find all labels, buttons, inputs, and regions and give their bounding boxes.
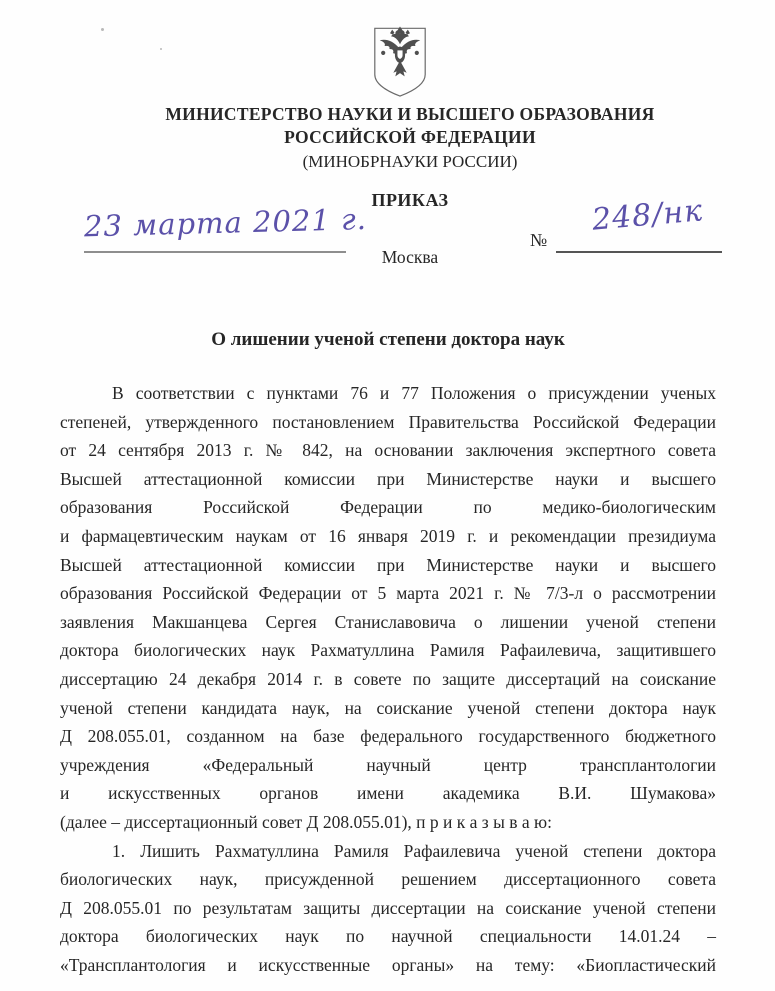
body-line: Д 208.055.01, созданном на базе федерального государственного бюджетного [60,726,716,747]
body-line: учреждения «Федеральный научный центр трансплантологии [60,754,716,775]
scan-speck [160,48,162,50]
ministry-name [100,103,720,173]
body-line: Высшей аттестационной комиссии при Министерстве науки и высшего [60,554,716,575]
ministry-name-line1: МИНИСТЕРСТВО НАУКИ И ВЫСШЕГО ОБРАЗОВАНИЯ [165,104,655,124]
body-line: от 24 сентября 2013 г. № 842, на основании заключения экспертного совета [60,440,716,461]
body-line: доктора биологических наук по научной специальности 14.01.24 – [60,926,716,947]
body-line: Д 208.055.01 по результатам защиты диссертации на соискание ученой степени [60,897,716,918]
body-line: и фармацевтическим наукам от 16 января 2019 г. и рекомендации президиума [60,525,716,546]
body-line: и искусственных органов имени академика В.И. Шумакова» [60,783,716,804]
handwritten-order-number: 248/нк [590,193,705,238]
scan-speck [101,28,104,31]
body-line: ученой степени кандидата наук, на соискание ученой степени доктора наук [60,697,716,718]
body-text [60,379,716,979]
body-line: степеней, утвержденного постановлением Правительства Российской Федерации [60,411,716,432]
body-line: В соответствии с пунктами 76 и 77 Положения о присуждении ученых [112,383,716,403]
handwritten-date: 23 марта 2021 г. [83,202,368,244]
document-type-label: ПРИКАЗ [371,190,449,210]
body-line: Высшей аттестационной комиссии при Министерстве науки и высшего [60,468,716,489]
number-sign-label: № [530,230,548,250]
body-line: образования Российской Федерации по медико-биологическим [60,497,716,518]
ministry-short-name: (МИНОБРНАУКИ РОССИИ) [302,152,518,171]
body-line: доктора биологических наук Рахматуллина Рамиля Рафаилевича, защитившего [60,640,716,661]
body-line: диссертацию 24 декабря 2014 г. в совете по защите диссертаций на соискание [60,668,716,689]
document-title: О лишении ученой степени доктора наук [211,329,565,350]
body-line: 1. Лишить Рахматуллина Рамиля Рафаилевича ученой степени доктора [112,840,716,861]
body-line: «Трансплантология и искусственные органы» на тему: «Биопластический [60,954,716,975]
body-line: образования Российской Федерации от 5 марта 2021 г. № 7/3-л о рассмотрении [60,583,716,604]
body-line: биологических наук, присужденной решением диссертационного совета [60,869,716,890]
body-line: (далее – диссертационный совет Д 208.055.01), п р и к а з ы в а ю: [60,811,552,832]
city-label: Москва [381,247,439,267]
ministry-name-line2: РОССИЙСКОЙ ФЕДЕРАЦИИ [284,127,536,147]
russia-coat-of-arms-icon [370,25,430,100]
body-line: заявления Макшанцева Сергея Станиславовича о лишении ученой степени [60,611,716,632]
